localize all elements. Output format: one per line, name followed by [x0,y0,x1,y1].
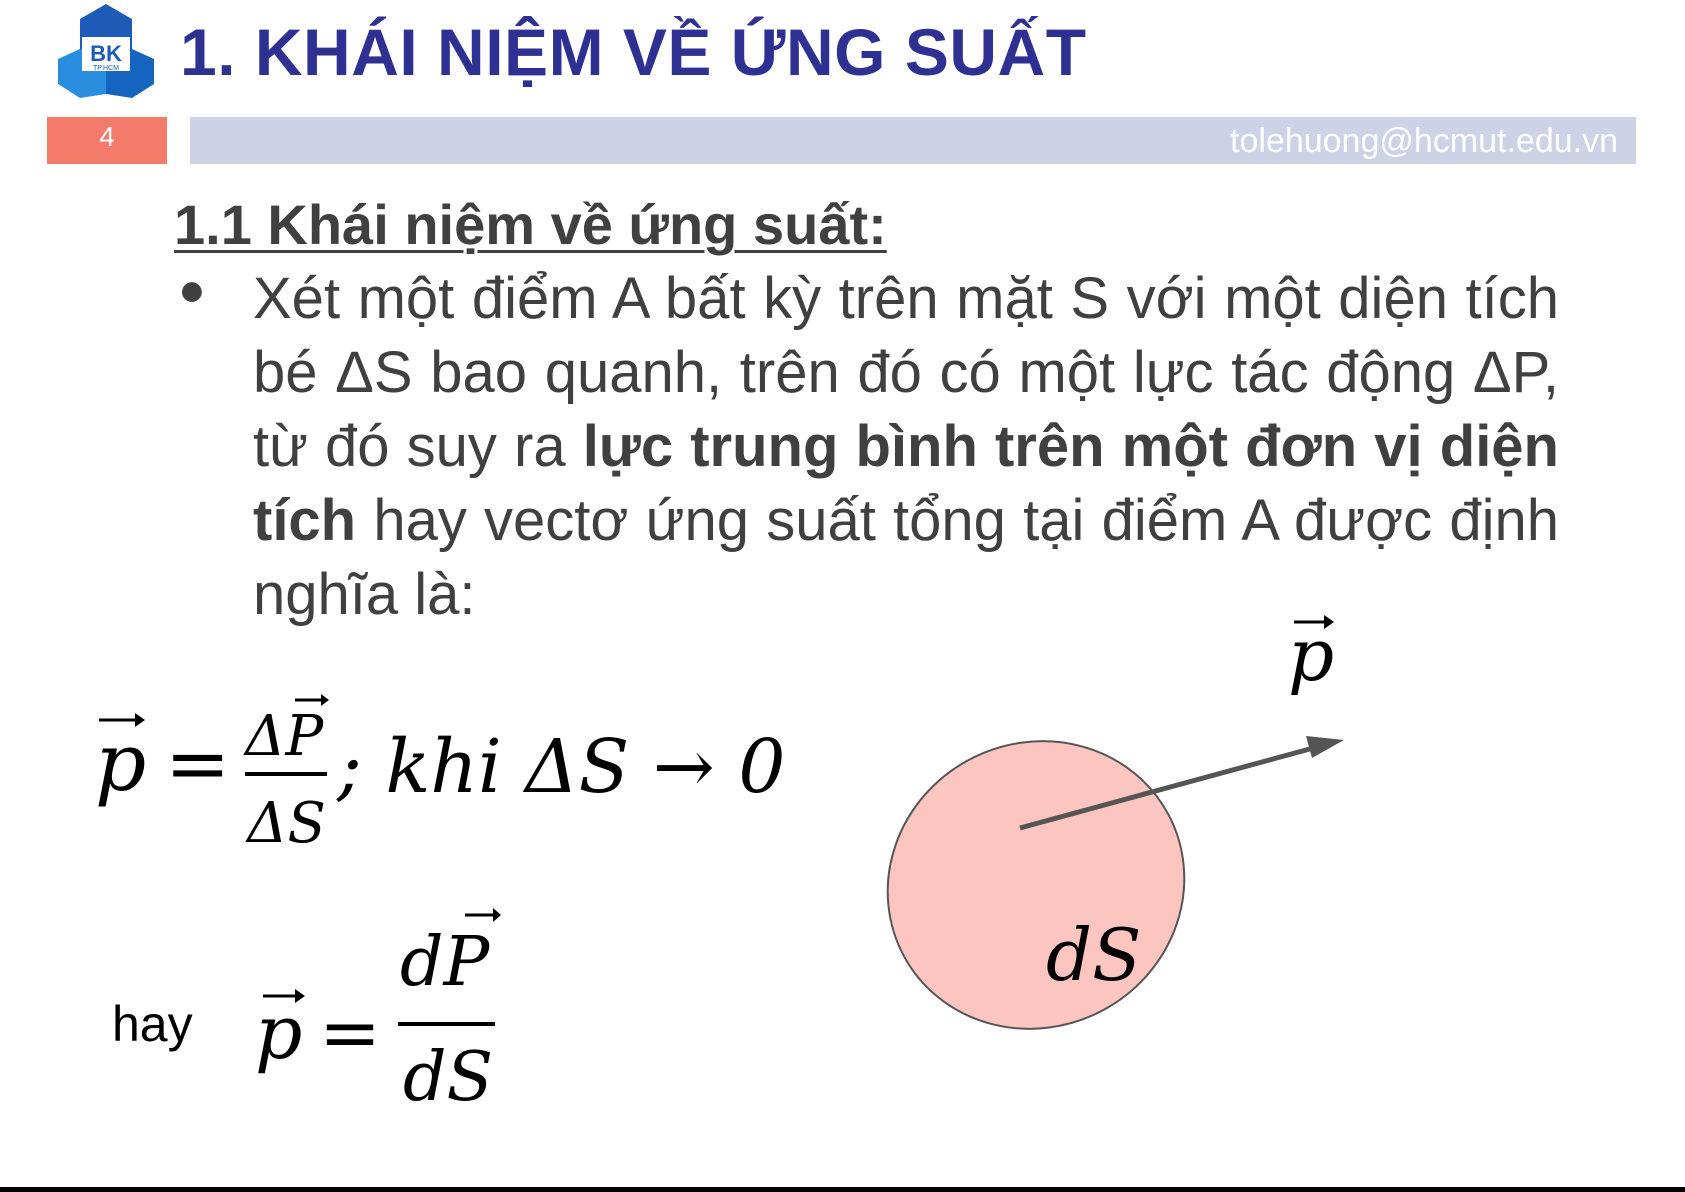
slide-title: 1. KHÁI NIỆM VỀ ỨNG SUẤT [180,15,1087,89]
formula1-lhs: p [95,716,147,809]
vector-label: p [1288,613,1335,697]
formula2-numerator: dP [400,923,490,1002]
page-number-badge [47,117,167,164]
formula1-numerator: ΔP [245,704,324,769]
formula-stress-vector [255,900,515,1120]
university-logo [58,4,154,98]
paragraph-text-1: Xét một điểm A bất kỳ trên mặt S với một diện tích bé ΔS bao quanh, trên đó có một lực tác động ΔP, từ đó suy ra [253,266,1559,479]
section-heading: 1.1 Khái niệm về ứng suất: [174,193,887,256]
logo-text: BK [90,41,122,66]
bottom-rule [0,1187,1685,1192]
numerator-arrow-head [493,908,501,922]
bullet-icon: ● [178,263,206,315]
definition-paragraph [253,262,1559,632]
formula2-equals: = [319,990,382,1076]
hay-label: hay [112,996,193,1052]
stress-vector-diagram [860,600,1380,1040]
formula1-condition: ; khi ΔS → 0 [337,724,786,810]
paragraph-bold-text: lực trung bình trên một đơn vị diện tích [253,414,1559,553]
logo-subtext: TP.HCM [93,65,119,72]
page-number: 4 [99,121,115,152]
area-label: dS [1046,913,1142,997]
arrow-head-icon [1306,736,1344,758]
paragraph-text-2: hay vectơ ứng suất tổng tại điểm A được định nghĩa là: [253,488,1559,627]
formula1-equals: = [165,719,231,809]
header-bar [190,117,1636,164]
formula-average-stress [95,680,825,855]
formula1-denominator: ΔS [247,791,326,855]
formula2-lhs: p [255,990,303,1076]
author-email: tolehuong@hcmut.edu.vn [1230,122,1618,160]
formula2-denominator: dS [403,1038,494,1117]
